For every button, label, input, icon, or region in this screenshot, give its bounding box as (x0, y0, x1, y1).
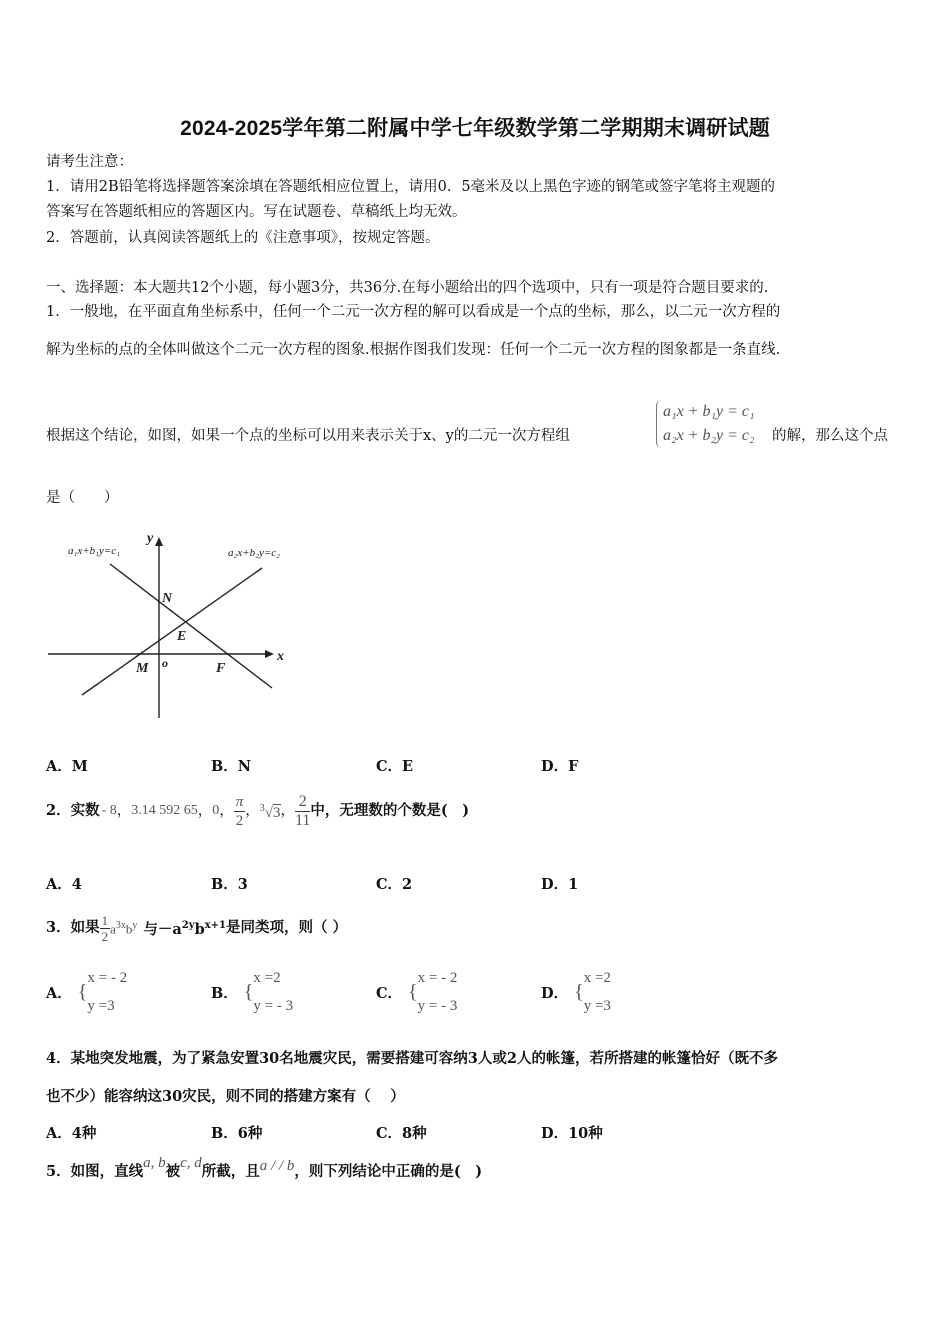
q1-eq1: a₁x + b₁y = c₁ (663, 403, 755, 420)
q2-root-val: 3 (273, 805, 281, 821)
q3-option-b-l2: y = - 3 (253, 998, 294, 1014)
q2-stem: 2．实数 - 8 ， 3.14 592 65 ， 0 ， $\frac{\pi}{2}$ ， $^3$√3 ， $\frac{2}{11}$ 中，无理数的个数是( ) (46, 792, 470, 829)
q2-two: 2 (235, 812, 244, 829)
q2-frac-num: 2 (295, 793, 310, 812)
q3-option-c-l2: y = - 3 (417, 998, 458, 1014)
section-heading: 一、选择题：本大题共12个小题，每小题3分，共36分.在每小题给出的四个选项中，只有一项是符合题目要求的. (46, 280, 769, 296)
line-2-label: a₂x+b₂y=c₂ (228, 547, 280, 559)
q4-option-c[interactable]: C．8种 (376, 1125, 427, 1142)
q5-parallel: a / / b (259, 1158, 295, 1174)
q3-half-den: 2 (101, 928, 109, 944)
x-label: x (277, 649, 284, 664)
q1-graph (40, 520, 300, 725)
q2-root-index: 3 (259, 803, 265, 814)
q1-equation-system (656, 400, 755, 448)
q2-fraction (295, 793, 310, 830)
q2-option-b[interactable]: B．3 (211, 876, 248, 893)
q3-half (100, 913, 111, 944)
notice-line-2: 2．答题前，认真阅读答题纸上的《注意事项》，按规定答题。 (46, 230, 440, 246)
origin-label: o (162, 656, 168, 670)
q3-option-c[interactable]: C． { x = - 2 y = - 3 (376, 964, 457, 1020)
q3-option-d-label: D． (541, 984, 569, 1002)
y-label: y (147, 531, 154, 546)
q5-prefix: 5．如图，直线 (46, 1163, 144, 1180)
q3-option-a[interactable]: A． { x = - 2 y =3 (46, 964, 127, 1020)
q1-eq2: a₂x + b₂y = c₂ (663, 427, 755, 444)
q2-n2: 3.14 592 65 (131, 803, 198, 818)
line-1 (110, 564, 272, 688)
q3-middle: 与$-a^{2y}b^{x+1}$ (143, 920, 227, 938)
q4-option-d[interactable]: D．10种 (541, 1125, 603, 1142)
q3-option-c-l1: x = - 2 (417, 970, 458, 986)
q2-option-d[interactable]: D．1 (541, 876, 579, 893)
q4-option-b[interactable]: B．6种 (211, 1125, 263, 1142)
q2-cube-root: $^3$√3 (259, 803, 281, 821)
q1-option-a[interactable]: A．M (46, 758, 88, 775)
q3-option-b[interactable]: B． { x =2 y = - 3 (211, 964, 293, 1020)
q5-suffix: ，则下列结论中正确的是( ) (294, 1163, 483, 1180)
q3-prefix: 3．如果 (46, 919, 100, 936)
q3-option-d[interactable]: D． { x =2 y =3 (541, 964, 611, 1020)
q1-option-c[interactable]: C．E (376, 758, 414, 775)
q4-option-a[interactable]: A．4种 (46, 1125, 97, 1142)
q3-option-d-l2: y =3 (583, 998, 611, 1014)
notice-line-1: 1．请用2B铅笔将选择题答案涂填在答题纸相应位置上，请用0．5毫米及以上黑色字迹的钢笔或签字笔将主观题的 (46, 179, 776, 195)
y-axis-arrow-icon (155, 537, 163, 546)
q2-n3: 0 (212, 803, 220, 818)
point-f-label: F (216, 661, 226, 676)
q5-ab: a, b (143, 1155, 166, 1171)
q2-option-a[interactable]: A．4 (46, 876, 82, 893)
q1-line-1: 1．一般地，在平面直角坐标系中，任何一个二元一次方程的解可以看成是一个点的坐标，那么，以二元一次方程的 (46, 304, 781, 320)
q3-option-b-label: B． (211, 984, 238, 1002)
q1-line-2: 解为坐标的点的全体叫做这个二元一次方程的图象.根据作图我们发现：任何一个二元一次方程的图象都是一条直线. (46, 342, 781, 358)
notice-header: 请考生注意： (46, 154, 133, 170)
q3-half-num: 1 (101, 912, 109, 928)
q5-stem (46, 1152, 482, 1192)
q1-option-b[interactable]: B．N (211, 758, 252, 775)
q3-suffix: 是同类项，则（ ） (226, 919, 348, 936)
point-n-label: N (162, 591, 173, 606)
x-axis-arrow-icon (265, 650, 274, 658)
notice-line-1b: 答案写在答题纸相应的答题区内。写在试题卷、草稿纸上均无效。 (46, 204, 467, 220)
q1-line-3a: 根据这个结论，如图，如果一个点的坐标可以用来表示关于x、y的二元一次方程组 (46, 428, 570, 444)
q2-pi-fraction (234, 793, 246, 830)
q3-option-c-label: C． (376, 984, 403, 1002)
q2-prefix: 2．实数 (46, 802, 100, 819)
q1-line-3b: 的解，那么这个点 (772, 428, 888, 444)
q3-option-d-l1: x =2 (583, 970, 611, 986)
q2-pi: π (235, 793, 244, 810)
point-m-label: M (136, 661, 149, 676)
line-1-label: a₁x+b₁y=c₁ (68, 545, 120, 557)
q3-option-b-l1: x =2 (253, 970, 281, 986)
q5-mid2: 所截，且 (201, 1163, 260, 1180)
q2-suffix: 中，无理数的个数是( ) (310, 802, 470, 819)
q2-n1: - 8 (101, 803, 117, 818)
q5-mid1: 被 (165, 1163, 181, 1180)
q3-option-a-l2: y =3 (87, 998, 115, 1014)
page-title: 2024-2025学年第二附属中学七年级数学第二学期期末调研试题 (180, 117, 770, 140)
q4-line-2: 也不少）能容纳这30灾民，则不同的搭建方案有（ ） (46, 1088, 405, 1105)
q3-option-a-l1: x = - 2 (87, 970, 128, 986)
q2-option-c[interactable]: C．2 (376, 876, 413, 893)
point-e-label: E (177, 629, 187, 644)
q5-cd: c, d (180, 1155, 202, 1171)
q3-term1: $a^{3x}b^y$ (110, 920, 138, 937)
q1-option-d[interactable]: D．F (541, 758, 579, 775)
q3-stem (46, 906, 347, 950)
q1-line-4: 是（ ） (46, 490, 119, 506)
q4-line-1: 4．某地突发地震，为了紧急安置30名地震灾民，需要搭建可容纳3人或2人的帐篷，若所搭建的帐篷恰好（既不多 (46, 1050, 778, 1067)
q2-frac-den: 11 (295, 811, 311, 829)
q3-option-a-label: A． (46, 984, 72, 1002)
line-2 (82, 568, 262, 695)
